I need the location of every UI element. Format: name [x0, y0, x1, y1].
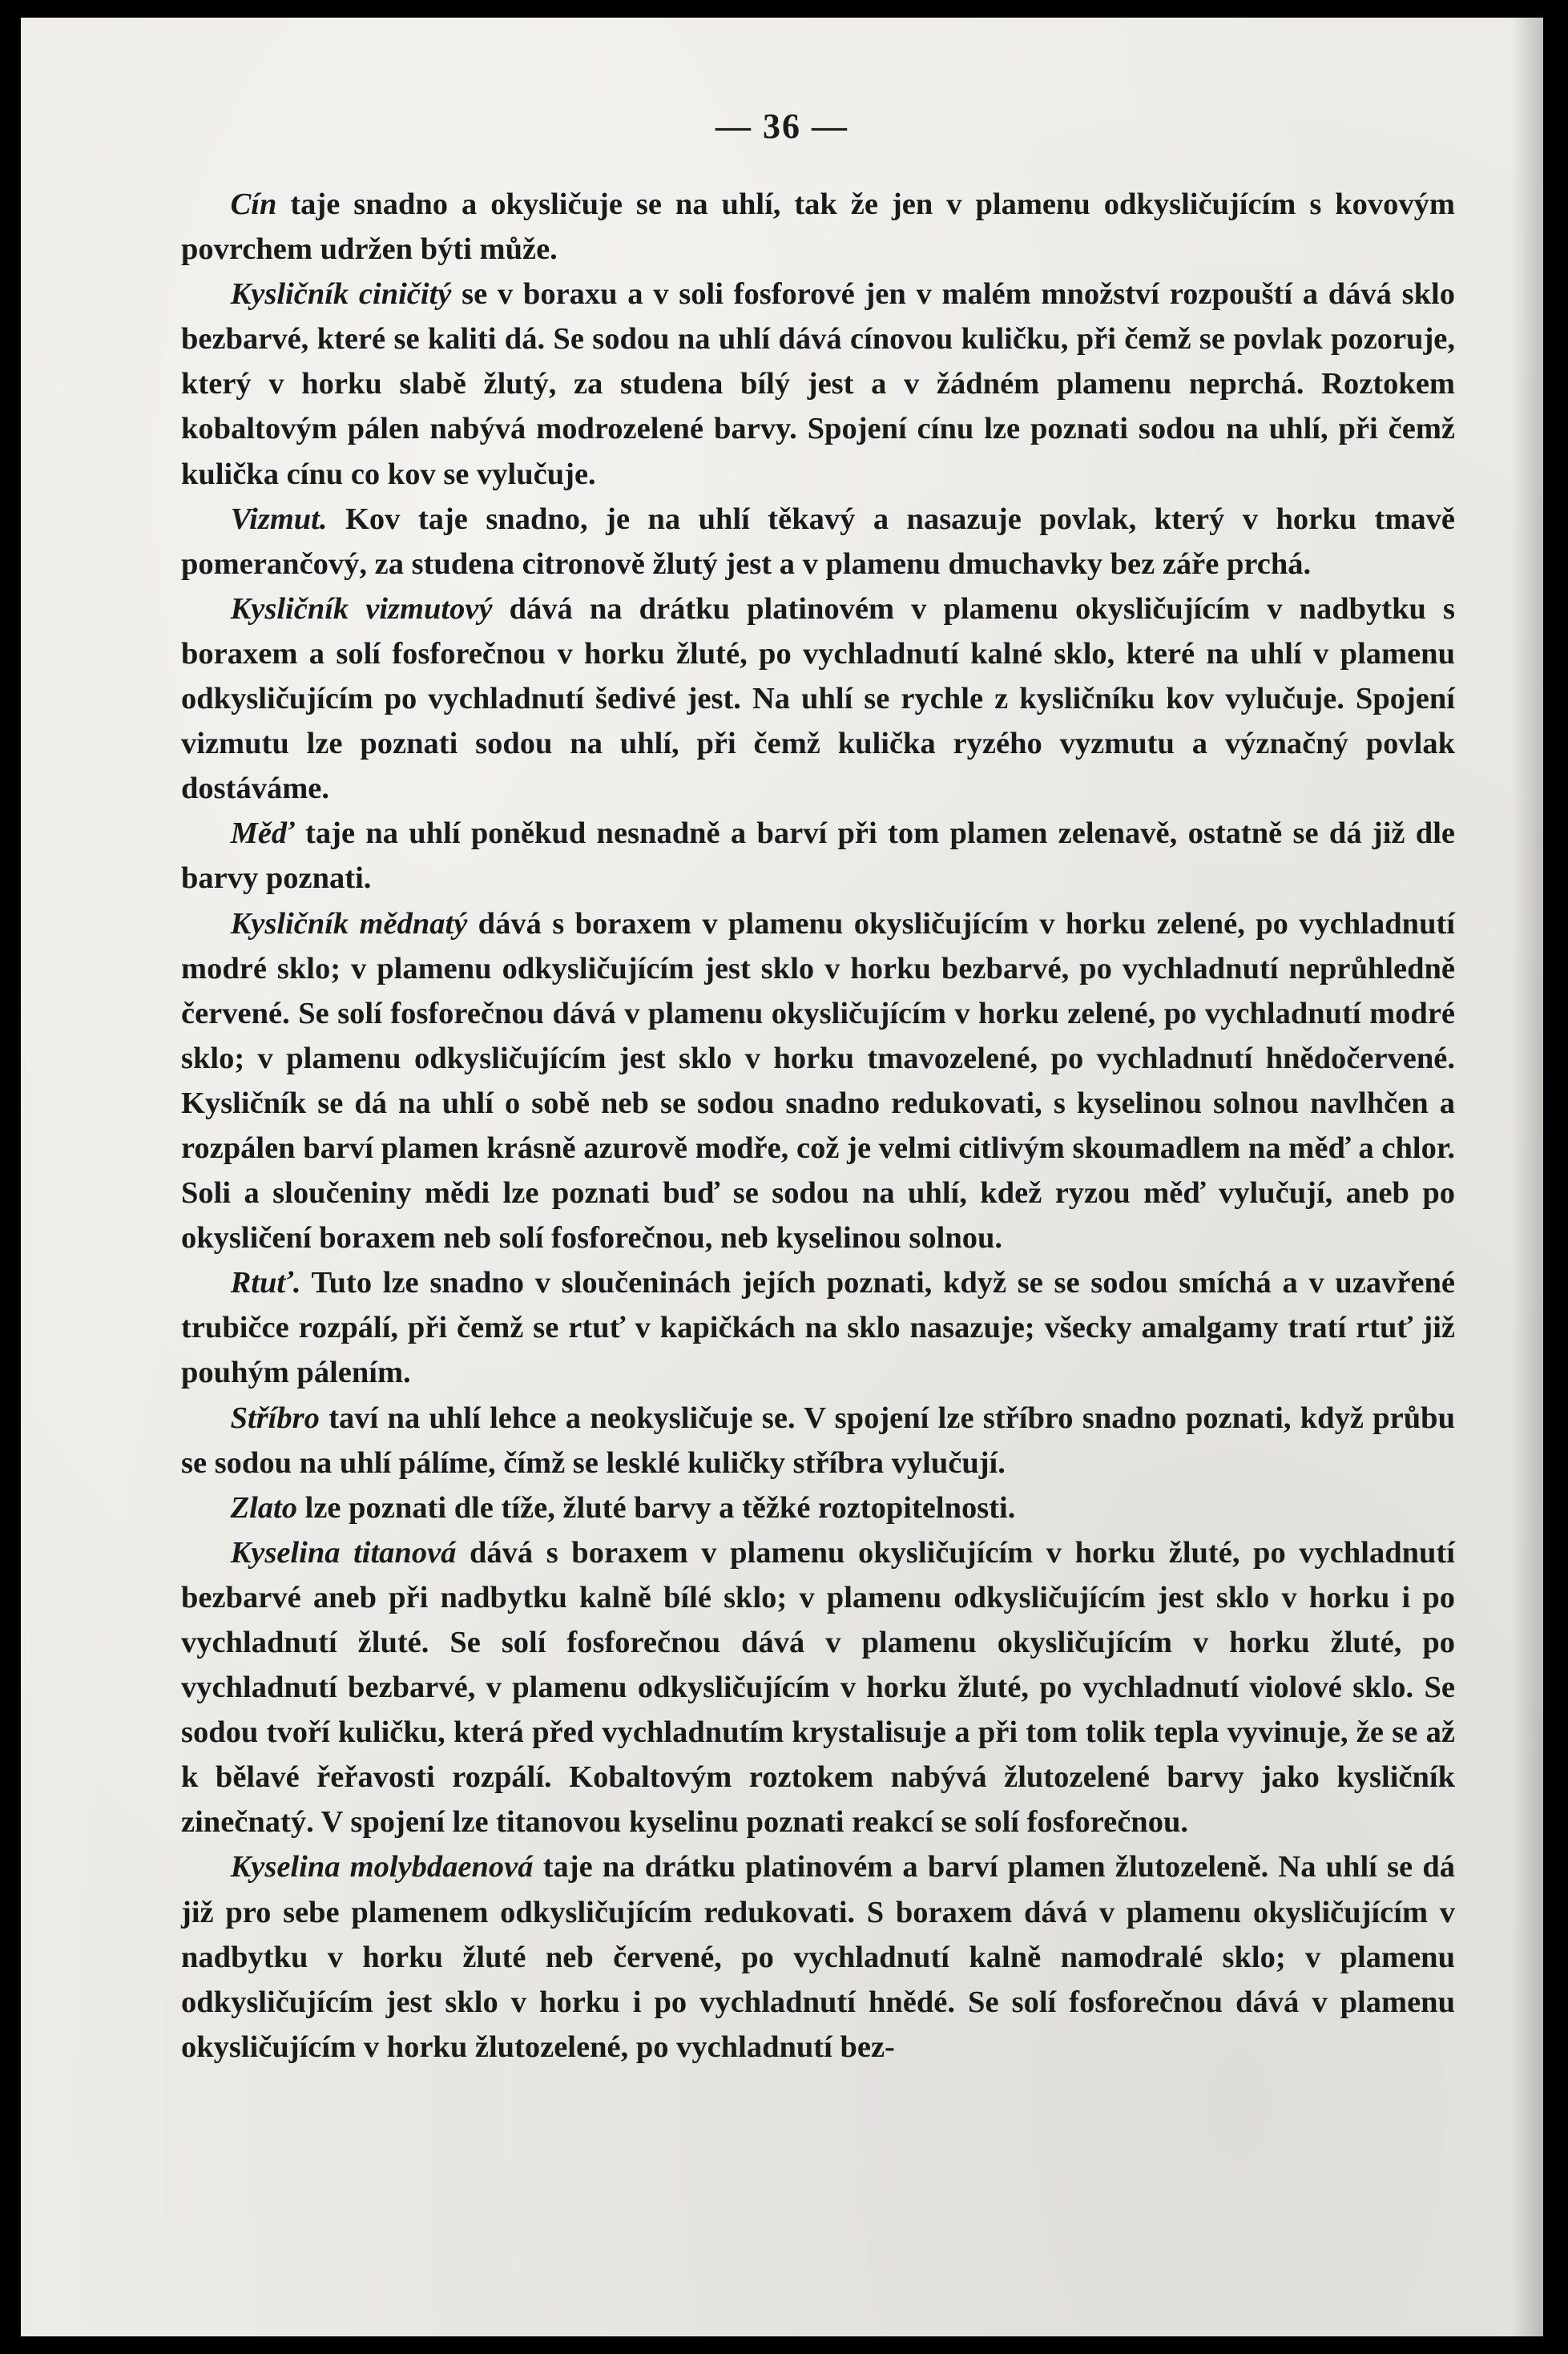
paragraph-text: dává s boraxem v plamenu okysličujícím v horku žluté, po vychladnutí bezbarvé aneb při nadbytku kalně bílé sklo; v plamenu odkysličujícím jest sklo v horku i po vychladnutí žluté. Se solí fosforečnou dává v plamenu okysličujícím v horku žluté, po vychladnutí bezbarvé, v plamenu odkysličujícím v horku žluté, po vychladnutí violové sklo. Se sodou tvoří kuličku, která před vychladnutím krystalisuje a při tom tolik tepla vyvinuje, že se až k bělavé řeřavosti rozpálí. Kobaltovým roztokem nabývá žlutozelené barvy jako kysličník zinečnatý. V spojení lze titanovou kyselinu poznati reakcí se solí fosforečnou. [181, 1535, 1455, 1840]
paragraph-text: se v boraxu a v soli fosforové jen v malém množství rozpouští a dává sklo bezbarvé, které se kaliti dá. Se sodou na uhlí dává cínovou kuličku, při čemž se povlak pozoruje, který v horku slabě žlutý, za studena bílý jest a v žádném plamenu neprchá. Roztokem kobaltovým pálen nabývá modrozelené barvy. Spojení cínu lze poznati sodou na uhlí, při čemž kulička cínu co kov se vylučuje. [181, 277, 1455, 491]
page-number: — 36 — [715, 107, 848, 146]
paragraph-copper [181, 811, 1455, 901]
term: Kysličník vizmutový [230, 591, 493, 626]
term: Kyselina molybdaenová [230, 1850, 534, 1884]
paragraph-tin-oxide [181, 272, 1455, 496]
term: Cín [230, 187, 277, 221]
term: Kysličník ciničitý [230, 277, 452, 312]
body-text [181, 182, 1455, 2070]
paragraph-text: Tuto lze snadno v sloučeninách jejích poznati, když se se sodou smíchá a v uzavřené trubičce rozpálí, při čemž se rtuť v kapičkách na sklo nasazuje; všecky amalgamy tratí rtuť již pouhým pálením. [181, 1266, 1455, 1390]
paragraph-text: Kov taje snadno, je na uhlí těkavý a nasazuje povlak, který v horku tmavě pomerančový, za studena citronově žlutý jest a v plamenu dmuchavky bez záře prchá. [181, 502, 1455, 581]
paragraph-tin [181, 182, 1455, 272]
paragraph-text: taje na drátku platinovém a barví plamen žlutozeleně. Na uhlí se dá již pro sebe plamenem odkysličujícím redukovati. S boraxem dává v plamenu okysličujícím v nadbytku v horku žluté neb červené, po vychladnutí kalně namodralé sklo; v plamenu odkysličujícím jest sklo v horku i po vychladnutí hnědé. Se solí fosforečnou dává v plamenu okysličujícím v horku žlutozelené, po vychladnutí bez- [181, 1850, 1455, 2064]
paragraph-molybdic-acid [181, 1844, 1455, 2069]
paragraph-text: dává s boraxem v plamenu okysličujícím v horku zelené, po vychladnutí modré sklo; v plamenu odkysličujícím jest sklo v horku bezbarvé, po vychladnutí neprůhledně červené. Se solí fosforečnou dává v plamenu okysličujícím v horku zelené, po vychladnutí modré sklo; v plamenu odkysličujícím jest sklo v horku tmavozelené, po vychladnutí hnědočervené. Kysličník se dá na uhlí o sobě neb se sodou snadno redukovati, s kyselinou solnou navlhčen a rozpálen barví plamen krásně azurově modře, což je velmi citlivým skoumadlem na měď a chlor. Soli a sloučeniny mědi lze poznati buď se sodou na uhlí, kdež ryzou měď vylučují, aneb po okysličení boraxem neb solí fosforečnou, neb kyselinou solnou. [181, 906, 1455, 1256]
paragraph-silver [181, 1396, 1455, 1485]
term: Kysličník mědnatý [230, 906, 468, 941]
paragraph-mercury [181, 1260, 1455, 1395]
paragraph-copper-oxide [181, 901, 1455, 1261]
paragraph-text: taje snadno a okysličuje se na uhlí, tak že jen v plamenu odkysličujícím s kovovým povrchem udržen býti může. [181, 187, 1455, 267]
paragraph-bismuth-oxide [181, 586, 1455, 811]
paragraph-bismuth [181, 497, 1455, 586]
paragraph-gold [181, 1485, 1455, 1530]
page-edge-shadow [1511, 18, 1543, 2336]
term: Zlato [230, 1490, 298, 1525]
term: Vizmut. [230, 502, 328, 536]
paragraph-text: taví na uhlí lehce a neokysličuje se. V spojení lze stříbro snadno poznati, když průbu se sodou na uhlí pálíme, čímž se lesklé kuličky stříbra vylučují. [181, 1401, 1455, 1480]
term: Rtuť. [230, 1266, 301, 1300]
term: Stříbro [230, 1401, 320, 1435]
paragraph-titanic-acid [181, 1530, 1455, 1845]
book-page [21, 18, 1543, 2336]
paragraph-text: lze poznati dle tíže, žluté barvy a těžké roztopitelnosti. [297, 1490, 1016, 1525]
paragraph-text: dává na drátku platinovém v plamenu okysličujícím v nadbytku s boraxem a solí fosforečnou v horku žluté, po vychladnutí kalné sklo, které na uhlí v plamenu odkysličujícím po vychladnutí šedivé jest. Na uhlí se rychle z kysličníku kov vylučuje. Spojení vizmutu lze poznati sodou na uhlí, při čemž kulička ryzého vyzmutu a význačný povlak dostáváme. [181, 591, 1455, 806]
term: Kyselina titanová [230, 1535, 457, 1570]
term: Měď [230, 816, 295, 851]
paragraph-text: taje na uhlí poněkud nesnadně a barví při tom plamen zelenavě, ostatně se dá již dle barvy poznati. [181, 816, 1455, 896]
